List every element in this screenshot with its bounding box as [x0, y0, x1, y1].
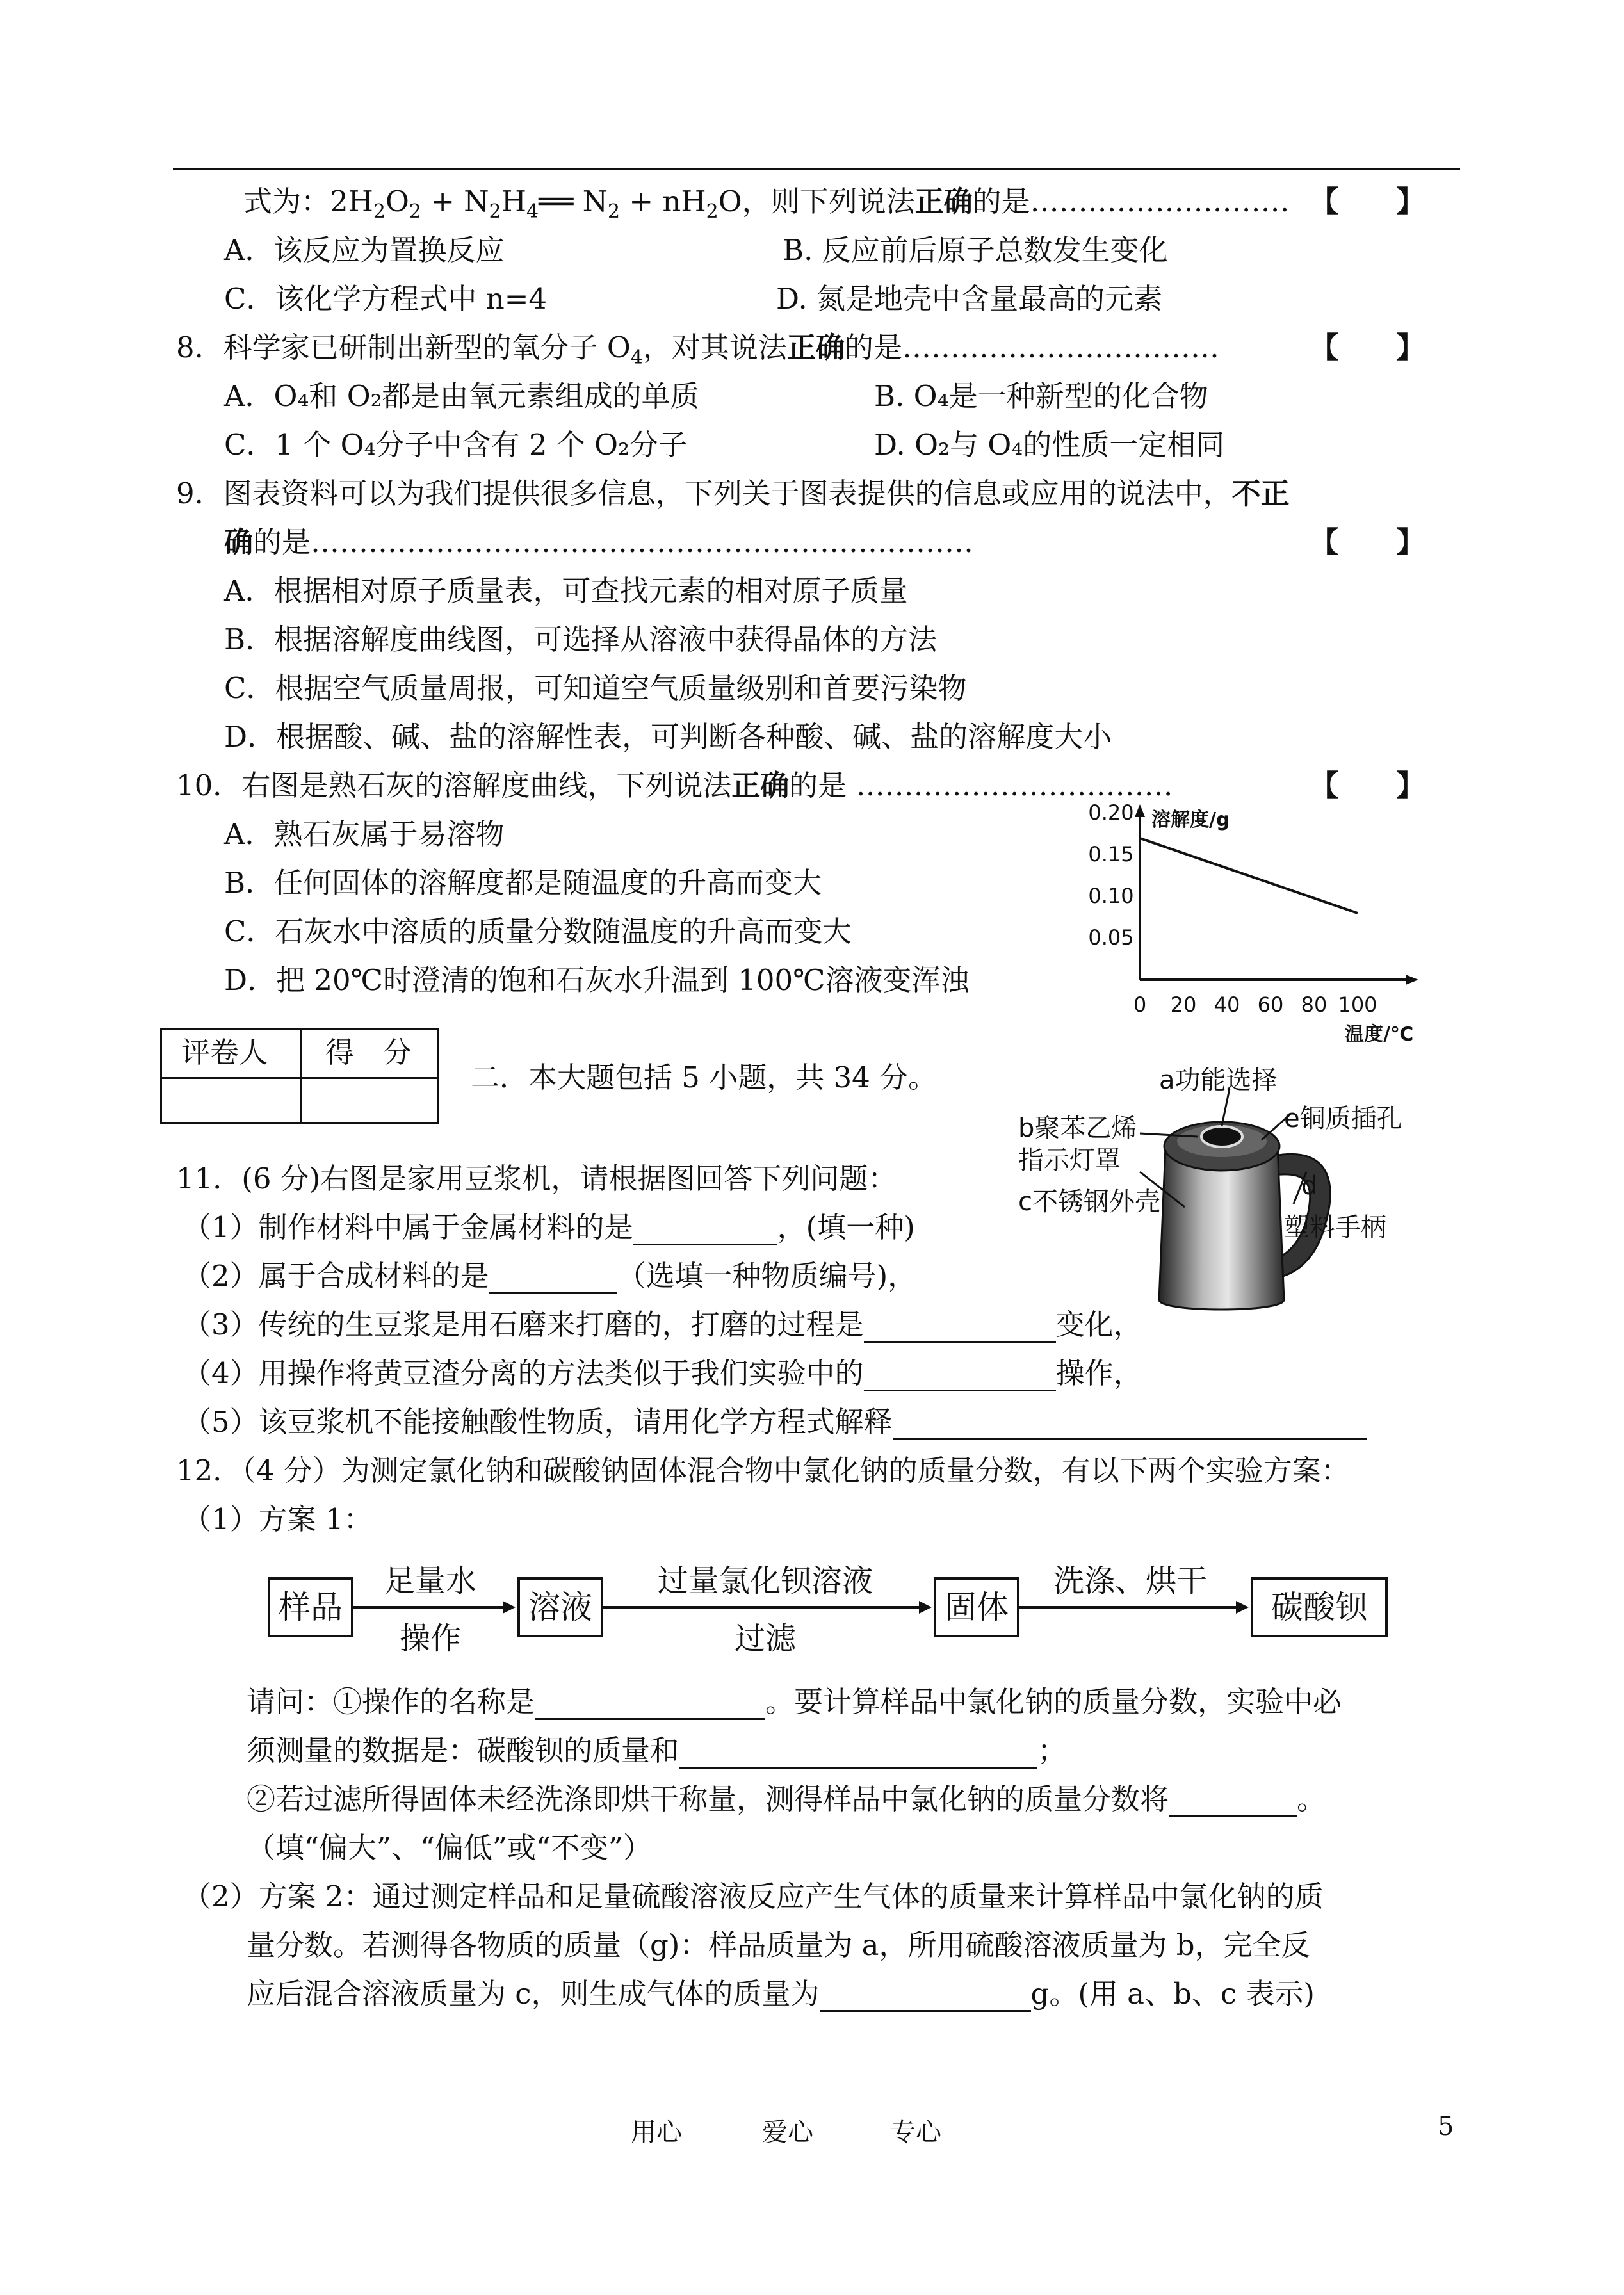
- score-table-grader-cell[interactable]: [162, 1079, 300, 1124]
- flow-box-sample: [269, 1578, 352, 1636]
- score-table: [160, 1028, 439, 1124]
- x-axis: [1140, 975, 1418, 985]
- q10-option-a: A．熟石灰属于易溶物: [224, 817, 505, 851]
- q12-question-1: 请问：①操作的名称是 。要计算样品中氯化钠的质量分数，实验中必: [247, 1685, 1342, 1719]
- label-d-plastic-handle: 塑料手柄: [1284, 1213, 1386, 1242]
- y-axis-label: 溶解度/g: [1151, 809, 1230, 831]
- y-tick-label: 0.15: [1088, 842, 1134, 866]
- q11-blank-2[interactable]: [489, 1267, 617, 1294]
- svg-text:碳酸钡: 碳酸钡: [1271, 1589, 1367, 1626]
- q11-part-3: （3）传统的生豆浆是用石磨来打磨的，打磨的过程是 变化，: [183, 1308, 1142, 1342]
- label-d-letter: d: [1301, 1171, 1318, 1201]
- x-tick-label: 100: [1338, 993, 1377, 1017]
- q9-option-b: B．根据溶解度曲线图，可选择从溶液中获得晶体的方法: [224, 622, 938, 656]
- svg-text:溶液: 溶液: [528, 1589, 592, 1626]
- x-tick-label: 0: [1133, 993, 1147, 1017]
- q7-answer-bracket[interactable]: 【 】: [1310, 184, 1425, 218]
- q11-blank-4[interactable]: [864, 1364, 1056, 1391]
- svg-text:样品: 样品: [279, 1589, 343, 1626]
- x-tick-label: 80: [1301, 993, 1328, 1017]
- q10-option-b: B．任何固体的溶解度都是随温度的升高而变大: [224, 866, 822, 900]
- svg-text:操作: 操作: [399, 1621, 462, 1657]
- q11-part-5: （5）该豆浆机不能接触酸性物质，请用化学方程式解释: [183, 1404, 1367, 1440]
- label-e-copper-socket: e铜质插孔: [1284, 1104, 1402, 1133]
- flow-box-barium-carbonate: [1252, 1578, 1386, 1636]
- svg-text:过滤: 过滤: [734, 1621, 797, 1657]
- solubility-curve: [1140, 838, 1358, 913]
- q8-stem: 8．科学家已研制出新型的氧分子 $O_4$，对其说法正确的是……………………………: [176, 330, 1219, 369]
- q7-stem: 式为：$2H_2O_2$ + $N_2H_4══$ $N_2 + nH_2O$，则下列说法正确的是………………………: [243, 184, 1290, 223]
- flow-box-solid: [935, 1578, 1018, 1636]
- q10-option-c: C．石灰水中溶质的质量分数随温度的升高而变大: [224, 914, 852, 948]
- svg-text:固体: 固体: [945, 1589, 1009, 1626]
- machine-body: [1159, 1122, 1284, 1310]
- q9-stem-line1: 9．图表资料可以为我们提供很多信息，下列关于图表提供的信息或应用的说法中，不正: [176, 476, 1290, 510]
- flow-arrow-3: [1018, 1563, 1249, 1614]
- q12-blank-1[interactable]: [535, 1692, 765, 1720]
- q10-option-d: D．把 20℃时澄清的饱和石灰水升温到 100℃溶液变浑浊: [224, 963, 970, 997]
- q12-blank-3[interactable]: [1169, 1790, 1297, 1817]
- q12-blank-2[interactable]: [679, 1741, 1037, 1769]
- q11-stem: 11．(6 分)右图是家用豆浆机，请根据图回答下列问题：: [176, 1162, 897, 1196]
- q9-stem-line2: 确的是……………………………………………………………: [224, 525, 974, 559]
- q8-option-d: D. O₂与 O₄的性质一定相同: [874, 428, 1225, 462]
- flow-arrow-2: [602, 1563, 932, 1657]
- plan-1-flow-diagram: [256, 1546, 1409, 1675]
- x-axis-label: 温度/℃: [1345, 1023, 1414, 1046]
- y-tick-label: 0.10: [1088, 884, 1134, 908]
- q8-option-c: C．1 个 O₄分子中含有 2 个 O₂分子: [224, 428, 688, 462]
- q11-part-4: （4）用操作将黄豆渣分离的方法类似于我们实验中的 操作，: [183, 1356, 1142, 1390]
- x-tick-label: 40: [1214, 993, 1240, 1017]
- svg-text:足量水: 足量水: [384, 1563, 477, 1599]
- score-table-header-score: 得 分: [325, 1035, 412, 1069]
- q9-option-d: D．根据酸、碱、盐的溶解性表，可判断各种酸、碱、盐的溶解度大小: [224, 720, 1112, 754]
- q12-plan-1-label: （1）方案 1：: [183, 1502, 373, 1536]
- q8-option-b: B. O₄是一种新型的化合物: [874, 379, 1208, 413]
- indicator-lamp: [1201, 1126, 1242, 1147]
- label-b-indicator-cover-2: 指示灯罩: [1018, 1146, 1121, 1175]
- q7-option-c: C．该化学方程式中 n=4: [224, 282, 548, 316]
- q9-option-c: C．根据空气质量周报，可知道空气质量级别和首要污染物: [224, 671, 967, 705]
- solubility-chart: [1057, 800, 1428, 1057]
- q10-stem: 10．右图是熟石灰的溶解度曲线，下列说法正确的是 ……………………………: [176, 768, 1173, 802]
- q10-answer-bracket[interactable]: 【 】: [1310, 768, 1425, 802]
- flow-arrow-1: [352, 1563, 516, 1657]
- q8-answer-bracket[interactable]: 【 】: [1310, 330, 1425, 364]
- label-c-steel-shell: c不锈钢外壳: [1018, 1187, 1160, 1217]
- q11-part-2: （2）属于合成材料的是 （选填一种物质编号)，: [183, 1259, 917, 1293]
- q12-question-1-cont: 须测量的数据是：碳酸钡的质量和 ；: [247, 1733, 1067, 1767]
- footer-motto-2: 爱心: [762, 2118, 813, 2147]
- q7-option-b: B. 反应前后原子总数发生变化: [783, 233, 1168, 267]
- q9-option-a: A．根据相对原子质量表，可查找元素的相对原子质量: [224, 574, 908, 608]
- x-tick-label: 20: [1170, 993, 1197, 1017]
- q8-option-a: A．O₄和 O₂都是由氧元素组成的单质: [224, 379, 699, 413]
- q9-answer-bracket[interactable]: 【 】: [1310, 525, 1425, 559]
- q12-plan-2-line3: 应后混合溶液质量为 c，则生成气体的质量为 g。(用 a、b、c 表示): [247, 1977, 1315, 2011]
- footer-motto-1: 用心: [631, 2118, 682, 2147]
- footer-motto-3: 专心: [890, 2118, 941, 2147]
- q12-question-2: ②若过滤所得固体未经洗涤即烘干称量，测得样品中氯化钠的质量分数将 。: [247, 1782, 1326, 1816]
- q11-blank-5[interactable]: [893, 1413, 1367, 1440]
- page-number: 5: [1438, 2112, 1454, 2141]
- q12-plan-2-line1: （2）方案 2：通过测定样品和足量硫酸溶液反应产生气体的质量来计算样品中氯化钠的质: [183, 1879, 1324, 1913]
- q12-stem: 12．（4 分）为测定氯化钠和碳酸钠固体混合物中氯化钠的质量分数，有以下两个实验方案：: [176, 1454, 1350, 1488]
- y-tick-label: 0.20: [1088, 800, 1134, 825]
- q7-option-a: A．该反应为置换反应: [224, 233, 505, 267]
- label-a-function-select: a功能选择: [1159, 1066, 1278, 1095]
- q7-option-d: D. 氮是地壳中含量最高的元素: [776, 282, 1163, 316]
- q12-question-2-hint: （填“偏大”、“偏低”或“不变”）: [247, 1831, 653, 1865]
- soymilk-machine-figure: [993, 1050, 1428, 1326]
- score-table-score-cell[interactable]: [302, 1079, 437, 1124]
- section-2-title: 二．本大题包括 5 小题，共 34 分。: [471, 1060, 938, 1094]
- q12-plan-2-line2: 量分数。若测得各物质的质量（g)：样品质量为 a，所用硫酸溶液质量为 b，完全反: [247, 1928, 1310, 1962]
- q11-blank-1[interactable]: [633, 1218, 777, 1245]
- header-rule: [173, 168, 1460, 170]
- q12-blank-4[interactable]: [820, 1984, 1031, 2012]
- y-tick-label: 0.05: [1088, 925, 1134, 950]
- flow-box-solution: [519, 1578, 602, 1636]
- svg-text:洗涤、烘干: 洗涤、烘干: [1053, 1563, 1208, 1599]
- label-b-indicator-cover-1: b聚苯乙烯: [1018, 1114, 1137, 1143]
- x-tick-label: 60: [1257, 993, 1284, 1017]
- q11-part-1: （1）制作材料中属于金属材料的是 ，(填一种): [183, 1210, 915, 1244]
- score-table-header-grader: 评卷人: [181, 1035, 268, 1069]
- y-axis: [1135, 804, 1145, 980]
- svg-text:过量氯化钡溶液: 过量氯化钡溶液: [657, 1563, 873, 1599]
